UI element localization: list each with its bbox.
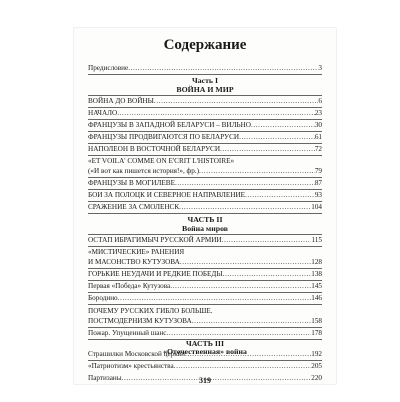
dot-leader [117, 109, 315, 118]
toc-entry-text: НАПОЛЕОН В ВОСТОЧНОЙ БЕЛАРУСИ [88, 145, 221, 153]
toc-entry-continued [88, 248, 322, 257]
part-1-name: ВОЙНА И МИР [176, 85, 234, 94]
toc-entry-text: «ET VOILA' COMME ON E'CRIT L'HISTOIRE» [88, 157, 235, 165]
toc-entry [88, 258, 322, 267]
toc-entry-text: ПОЧЕМУ РУССКИХ ГИБЛО БОЛЬШЕ. [88, 307, 213, 315]
toc-entry-page: 6 [318, 97, 322, 105]
toc-entry [88, 329, 322, 338]
toc-entry-text: ГОРЬКИЕ НЕУДАЧИ И РЕДКИЕ ПОБЕДЫ [88, 270, 223, 278]
toc-entry [88, 270, 322, 279]
toc-entry-page: 138 [311, 270, 322, 278]
divider [88, 280, 322, 281]
toc-entry [88, 236, 322, 245]
toc-entry-page: 72 [314, 145, 322, 153]
toc-entry-preface [88, 64, 322, 73]
divider [88, 177, 322, 178]
toc-entry-text: НАЧАЛО [88, 109, 118, 117]
part-3-label: ЧАСТЬ III [185, 339, 224, 348]
divider [88, 201, 322, 202]
toc-entry-text: ПОСТМОДЕРНИЗМ КУТУЗОВА [88, 317, 192, 325]
toc-entry-text: ВОЙНА ДО ВОЙНЫ [88, 97, 154, 105]
toc-entry-page: 104 [311, 203, 322, 211]
dot-leader [192, 317, 312, 326]
dot-leader [185, 350, 311, 359]
toc-entry-continued [88, 157, 322, 166]
toc-entry [88, 121, 322, 130]
toc-entry [88, 179, 322, 188]
toc-entry-page: 61 [314, 133, 322, 141]
divider [88, 327, 322, 328]
dot-leader [245, 191, 315, 200]
toc-entry [88, 109, 322, 118]
divider [88, 304, 322, 305]
dot-leader [167, 329, 312, 338]
toc-entry [88, 97, 322, 106]
divider [88, 119, 322, 120]
divider [88, 131, 322, 132]
toc-entry-text: ОСТАП ИБРАГИМЫЧ РУССКОЙ АРМИИ [88, 236, 222, 244]
divider [88, 268, 322, 269]
toc-entry [88, 133, 322, 142]
toc-entry-text: ФРАНЦУЗЫ ПРОДВИГАЮТСЯ ПО БЕЛАРУСИ [88, 133, 240, 141]
toc-entry [88, 350, 322, 359]
dot-leader [170, 282, 311, 291]
toc-entry [88, 294, 322, 303]
divider [88, 95, 322, 96]
toc-entry-page: 178 [311, 329, 322, 337]
dot-leader [175, 179, 315, 188]
toc-entry-text: ФРАНЦУЗЫ В ЗАПАДНОЙ БЕЛАРУСИ – ВИЛЬНО [88, 121, 251, 129]
toc-entry-text: «Патриотизм» крестьянства [88, 362, 174, 370]
divider [88, 143, 322, 144]
toc-entry [88, 203, 322, 212]
toc-entry-text: («И вот как пишется история!», фр.) [88, 167, 200, 175]
divider [88, 234, 322, 235]
toc-entry-text: Предисловие [88, 64, 129, 72]
part-2-label: ЧАСТЬ II [187, 215, 223, 224]
page-number: 319 [199, 376, 211, 385]
dot-leader [239, 133, 315, 142]
toc-entry-text: Страшилки Московской церкви [88, 350, 185, 358]
dot-leader [220, 145, 315, 154]
dot-leader [180, 258, 311, 267]
dot-leader [154, 97, 319, 106]
toc-entry-text: И МАСОНСТВО КУТУЗОВА [88, 258, 180, 266]
toc-entry-page: 128 [311, 258, 322, 266]
dot-leader [222, 236, 312, 245]
toc-entry [88, 145, 322, 154]
dot-leader [199, 167, 315, 176]
toc-entry-continued [88, 307, 322, 316]
dot-leader [223, 270, 312, 279]
toc-entry-page: 146 [311, 294, 322, 302]
dot-leader [128, 64, 318, 73]
toc-entry-page: 220 [311, 374, 322, 382]
toc-entry-text: Партизаны [88, 374, 122, 382]
divider [88, 292, 322, 293]
toc-entry-page: 115 [311, 236, 322, 244]
toc-entry [88, 362, 322, 371]
toc-entry-text: ФРАНЦУЗЫ В МОГИЛЕВЕ [88, 179, 175, 187]
dot-leader [179, 203, 311, 212]
part-3-name: «Отечественная» война [163, 347, 247, 356]
toc-entry-page: 30 [314, 121, 322, 129]
toc-entry-text: «МИСТИЧЕСКИЕ» РАНЕНИЯ [88, 248, 185, 256]
toc-entry [88, 282, 322, 291]
toc-entry-page: 192 [311, 350, 322, 358]
dot-leader [174, 362, 312, 371]
part-2-name: Война миров [182, 224, 228, 233]
toc-entry-text: Первая «Победа» Кутузова [88, 282, 171, 290]
toc-entry [88, 317, 322, 326]
dot-leader [251, 121, 315, 130]
toc-entry-text: Пожар. Упущенный шанс [88, 329, 167, 337]
toc-entry [88, 167, 322, 176]
toc-entry-page: 158 [311, 317, 322, 325]
toc-entry [88, 191, 322, 200]
toc-entry-page: 23 [314, 109, 322, 117]
toc-entry-page: 87 [314, 179, 322, 187]
dot-leader [118, 294, 312, 303]
page-title: Содержание [163, 37, 247, 53]
toc-entry-page: 3 [318, 64, 322, 72]
book-page [74, 28, 336, 384]
toc-entry-page: 205 [311, 362, 322, 370]
toc-entry-page: 79 [314, 167, 322, 175]
divider [88, 213, 322, 214]
toc-entry-page: 93 [314, 191, 322, 199]
toc-entry-text: СРАЖЕНИЕ ЗА СМОЛЕНСК [88, 203, 180, 211]
toc-entry-page: 145 [311, 282, 322, 290]
divider [88, 246, 322, 247]
divider [88, 107, 322, 108]
divider [88, 74, 322, 75]
divider [88, 360, 322, 361]
divider [88, 189, 322, 190]
divider [88, 155, 322, 156]
toc-entry-text: Бородино [88, 294, 118, 302]
part-1-label: Часть I [191, 76, 219, 85]
toc-entry-text: БОИ ЗА ПОЛОЦК И СЕВЕРНОЕ НАПРАВЛЕНИЕ [88, 191, 246, 199]
